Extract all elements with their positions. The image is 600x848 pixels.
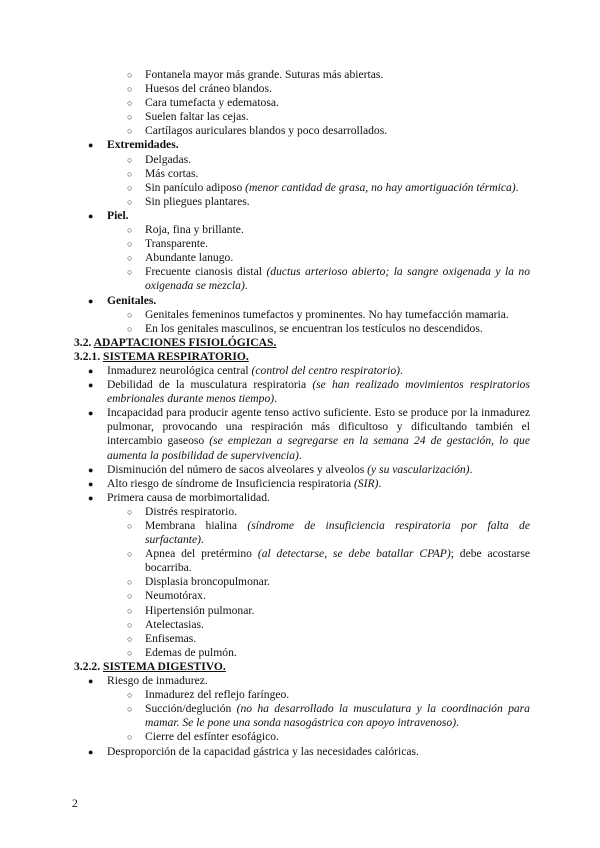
hollow-bullet-icon: ○: [127, 98, 133, 109]
list-item: ● Alto riesgo de síndrome de Insuficiencia respiratoria (SIR).: [88, 476, 382, 490]
extremidades-heading: ● Extremidades.: [88, 138, 179, 152]
hollow-bullet-icon: ○: [127, 126, 133, 137]
list-item: ○ Cara tumefacta y edematosa.: [127, 96, 279, 110]
bullet-icon: ●: [88, 380, 94, 391]
hollow-bullet-icon: ○: [127, 309, 133, 320]
hollow-bullet-icon: ○: [127, 605, 133, 616]
list-item: ○ Succión/deglución (no ha desarrollado la musculatura y la coordinación para mamar. Se le pone una sonda nasogástrica con apoyo intravenoso).: [127, 702, 530, 730]
bullet-icon: ●: [88, 140, 94, 151]
bullet-icon: ●: [88, 492, 94, 503]
list-item: ○ Enfisemas.: [127, 631, 197, 645]
bullet-icon: ●: [88, 365, 94, 376]
hollow-bullet-icon: ○: [127, 506, 133, 517]
genitales-heading: ● Genitales.: [88, 293, 157, 307]
list-item: ○ Edemas de pulmón.: [127, 645, 237, 659]
hollow-bullet-icon: ○: [127, 549, 133, 560]
section-heading: 3.2. ADAPTACIONES FISIOLÓGICAS.: [74, 335, 277, 349]
list-item: ● Debilidad de la musculatura respiratoria (se han realizado movimientos respiratorios embrionales durante menos tiempo).: [88, 378, 530, 406]
list-item: ● Desproporción de la capacidad gástrica y las necesidades calóricas.: [88, 744, 419, 758]
list-item: ○ Fontanela mayor más grande. Suturas más abiertas.: [127, 68, 384, 81]
list-item: ○ Abundante lanugo.: [127, 251, 234, 265]
hollow-bullet-icon: ○: [127, 647, 133, 658]
list-item: ● Riesgo de inmadurez.: [88, 674, 208, 688]
bullet-icon: ●: [88, 746, 94, 757]
bullet-icon: ●: [88, 464, 94, 475]
document-page: [0, 68, 600, 759]
list-item: ● Primera causa de morbimortalidad.: [88, 490, 270, 504]
list-item: ○ Inmadurez del reflejo faríngeo.: [127, 688, 290, 702]
page-number: 2: [72, 797, 78, 810]
hollow-bullet-icon: ○: [127, 70, 133, 80]
list-item: ○ Cartílagos auriculares blandos y poco desarrollados.: [127, 124, 388, 138]
piel-heading: ● Piel.: [88, 208, 129, 222]
list-item: ○ Frecuente cianosis distal (ductus arterioso abierto; la sangre oxigenada y la no oxigenada se mezcla).: [127, 265, 530, 293]
list-item: ○ Displasia broncopulmonar.: [127, 575, 270, 589]
bullet-icon: ●: [88, 210, 94, 221]
list-item: ● Disminución del número de sacos alveolares y alveolos (y su vascularización).: [88, 462, 473, 476]
list-item: ○ Huesos del cráneo blandos.: [127, 82, 272, 96]
list-item: ○ Cierre del esfínter esofágico.: [127, 730, 279, 744]
hollow-bullet-icon: ○: [127, 196, 133, 207]
list-item: ○ Transparente.: [127, 237, 209, 251]
hollow-bullet-icon: ○: [127, 112, 133, 123]
subsection-heading: 3.2.1. SISTEMA RESPIRATORIO.: [74, 349, 249, 363]
subsection-heading: 3.2.2. SISTEMA DIGESTIVO.: [74, 659, 226, 673]
list-item: ○ Genitales femeninos tumefactos y prominentes. No hay tumefacción mamaria.: [127, 307, 509, 321]
hollow-bullet-icon: ○: [127, 521, 133, 531]
list-item: ● Incapacidad para producir agente tenso activo suficiente. Esto se produce por la inmadurez pulmonar, provocando una respiración más dificultoso y dificultando también el intercambio gaseoso (se empiezan a segregarse en la semana 24 de gestación, lo que aumenta la posibilidad de supervivencia).: [88, 406, 530, 462]
list-item: ○ Apnea del pretérmino (al detectarse, se debe batallar CPAP); debe acostarse bocarriba.: [127, 547, 530, 575]
list-item: ○ Delgadas.: [127, 152, 192, 166]
list-item: ○ Membrana hialina (síndrome de insuficiencia respiratoria por falta de surfactante).: [127, 519, 530, 547]
hollow-bullet-icon: ○: [127, 323, 133, 334]
list-item: ○ Roja, fina y brillante.: [127, 223, 244, 237]
list-item: ○ Hipertensión pulmonar.: [127, 603, 255, 617]
list-item: ○ Más cortas.: [127, 166, 199, 180]
list-item: ○ Atelectasias.: [127, 617, 204, 631]
hollow-bullet-icon: ○: [127, 577, 133, 588]
hollow-bullet-icon: ○: [127, 168, 133, 179]
hollow-bullet-icon: ○: [127, 732, 133, 743]
hollow-bullet-icon: ○: [127, 253, 133, 264]
list-item: ● Inmadurez neurológica central (control del centro respiratorio).: [88, 363, 403, 377]
hollow-bullet-icon: ○: [127, 619, 133, 630]
list-item: ○ Sin panículo adiposo (menor cantidad de grasa, no hay amortiguación térmica).: [127, 180, 519, 194]
hollow-bullet-icon: ○: [127, 239, 133, 250]
hollow-bullet-icon: ○: [127, 267, 133, 278]
hollow-bullet-icon: ○: [127, 154, 133, 165]
bullet-icon: ●: [88, 478, 94, 489]
hollow-bullet-icon: ○: [127, 84, 133, 95]
hollow-bullet-icon: ○: [127, 690, 133, 701]
hollow-bullet-icon: ○: [127, 591, 133, 602]
bullet-icon: ●: [88, 408, 94, 419]
hollow-bullet-icon: ○: [127, 182, 133, 193]
hollow-bullet-icon: ○: [127, 633, 133, 644]
list-item: ○ Distrés respiratorio.: [127, 504, 238, 518]
list-item: ○ Neumotórax.: [127, 589, 206, 603]
hollow-bullet-icon: ○: [127, 704, 133, 715]
list-item: ○ Sin pliegues plantares.: [127, 194, 250, 208]
list-item: ○ Suelen faltar las cejas.: [127, 110, 249, 124]
hollow-bullet-icon: ○: [127, 225, 133, 236]
bullet-icon: ●: [88, 295, 94, 306]
bullet-icon: ●: [88, 676, 94, 687]
list-item: ○ En los genitales masculinos, se encuentran los testículos no descendidos.: [127, 321, 483, 335]
